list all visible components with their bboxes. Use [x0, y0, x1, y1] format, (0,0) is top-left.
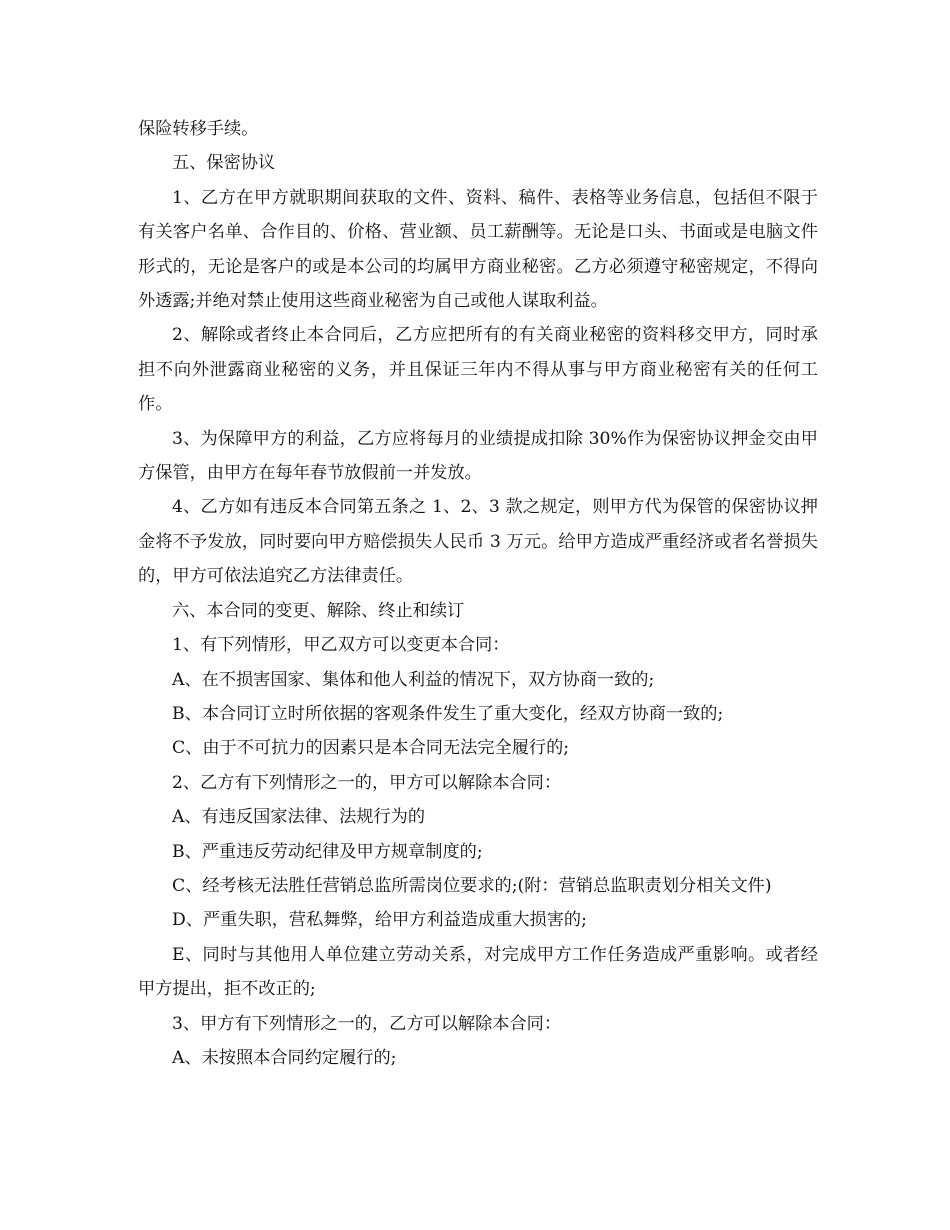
- list-item-6-1-a: A、在不损害国家、集体和他人利益的情况下，双方协商一致的;: [172, 669, 655, 690]
- document-body: [138, 112, 818, 1075]
- section-heading-change-termination: 六、本合同的变更、解除、终止和续订: [172, 600, 465, 621]
- paragraph-clause-5-4: 4、乙方如有违反本合同第五条之 1、2、3 款之规定，则甲方代为保管的保密协议押金将不予发放，同时要向甲方赔偿损失人民币 3 万元。给甲方造成严重经济或者名誉损失的，甲方可依法追究乙方法律责任。: [138, 497, 818, 587]
- paragraph-clause-6-1: 1、有下列情形，甲乙双方可以变更本合同：: [172, 635, 510, 656]
- list-item-6-1-b: B、本合同订立时所依据的客观条件发生了重大变化，经双方协商一致的;: [172, 703, 724, 724]
- list-item-6-2-c: C、经考核无法胜任营销总监所需岗位要求的;(附：营销总监职责划分相关文件): [172, 875, 772, 896]
- list-item-6-1-c: C、由于不可抗力的因素只是本合同无法完全履行的;: [172, 738, 570, 759]
- list-item-6-3-a: A、未按照本合同约定履行的;: [172, 1047, 397, 1068]
- list-item-6-2-b: B、严重违反劳动纪律及甲方规章制度的;: [172, 841, 483, 862]
- paragraph-clause-5-2: 2、解除或者终止本合同后，乙方应把所有的有关商业秘密的资料移交甲方，同时承担不向外泄露商业秘密的义务，并且保证三年内不得从事与甲方商业秘密有关的任何工作。: [138, 325, 818, 415]
- paragraph-clause-6-3: 3、甲方有下列情形之一的，乙方可以解除本合同：: [172, 1013, 562, 1034]
- paragraph-clause-6-2: 2、乙方有下列情形之一的，甲方可以解除本合同：: [172, 772, 562, 793]
- list-item-6-2-d: D、严重失职，营私舞弊，给甲方利益造成重大损害的;: [172, 910, 587, 931]
- list-item-6-2-e: E、同时与其他用人单位建立劳动关系，对完成甲方工作任务造成严重影响。或者经甲方提出，拒不改正的;: [138, 944, 818, 1000]
- section-heading-confidentiality: 五、保密协议: [172, 153, 276, 174]
- list-item-6-2-a: A、有违反国家法律、法规行为的: [172, 807, 426, 828]
- paragraph-clause-5-1: 1、乙方在甲方就职期间获取的文件、资料、稿件、表格等业务信息，包括但不限于有关客户名单、合作目的、价格、营业额、员工薪酬等。无论是口头、书面或是电脑文件形式的，无论是客户的或是本公司的均属甲方商业秘密。乙方必须遵守秘密规定，不得向外透露;并绝对禁止使用这些商业秘密为自己或他人谋取利益。: [138, 187, 818, 312]
- paragraph-continuation: 保险转移手续。: [138, 119, 259, 139]
- paragraph-clause-5-3: 3、为保障甲方的利益，乙方应将每月的业绩提成扣除 30%作为保密协议押金交由甲方保管，由甲方在每年春节放假前一并发放。: [138, 428, 818, 484]
